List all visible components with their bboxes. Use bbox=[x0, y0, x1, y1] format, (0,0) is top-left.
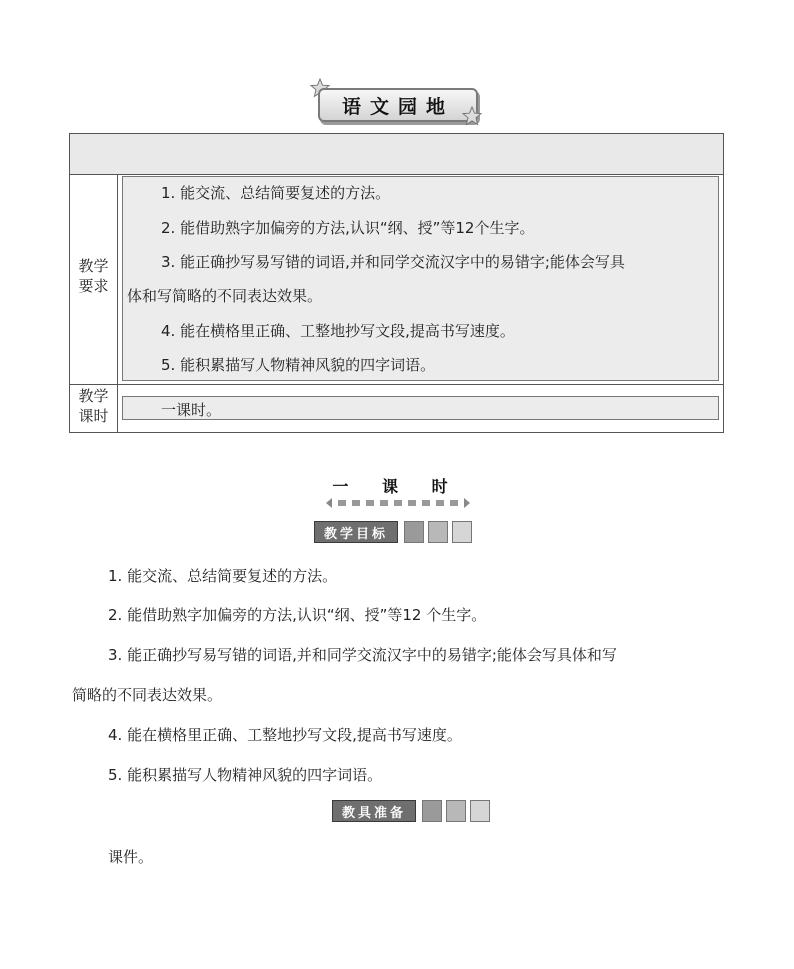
goal-item: 5. 能积累描写人物精神风貌的四字词语。 bbox=[108, 766, 383, 784]
lesson-title: 一 课 时 bbox=[332, 477, 462, 496]
page-title-badge bbox=[312, 84, 478, 122]
goal-item: 3. 能正确抄写易写错的词语,并和同学交流汉字中的易错字;能体会写具体和写 bbox=[108, 646, 617, 664]
decor-square bbox=[452, 521, 472, 543]
table-header-row bbox=[70, 134, 723, 175]
prep-badge-label: 教具准备 bbox=[332, 800, 416, 822]
goals-badge-label: 教学目标 bbox=[314, 521, 398, 543]
decor-square bbox=[404, 521, 424, 543]
lesson-heading bbox=[320, 474, 474, 514]
requirements-label-line: 教学 bbox=[78, 257, 109, 275]
requirement-item: 4. 能在横格里正确、工整地抄写文段,提高书写速度。 bbox=[161, 322, 515, 340]
star-icon bbox=[462, 106, 482, 126]
prep-content: 课件。 bbox=[108, 848, 154, 866]
requirement-item: 5. 能积累描写人物精神风貌的四字词语。 bbox=[161, 356, 436, 374]
decor-square bbox=[470, 800, 490, 822]
row-divider bbox=[70, 384, 723, 385]
goal-item: 1. 能交流、总结简要复述的方法。 bbox=[108, 567, 338, 585]
decor-square bbox=[422, 800, 442, 822]
decor-square bbox=[428, 521, 448, 543]
decor-square bbox=[446, 800, 466, 822]
requirement-item: 1. 能交流、总结简要复述的方法。 bbox=[161, 184, 391, 202]
goal-item: 简略的不同表达效果。 bbox=[72, 686, 223, 704]
requirements-label bbox=[70, 256, 117, 296]
hours-cell bbox=[122, 396, 719, 420]
page-title: 语文园地 bbox=[318, 88, 478, 122]
column-divider bbox=[117, 174, 118, 432]
hours-value: 一课时。 bbox=[161, 401, 222, 419]
hours-label bbox=[70, 386, 117, 426]
goal-item: 2. 能借助熟字加偏旁的方法,认识“纲、授”等12 个生字。 bbox=[108, 606, 487, 624]
summary-table bbox=[69, 133, 724, 433]
requirements-label-line: 要求 bbox=[78, 277, 109, 295]
requirement-item: 2. 能借助熟字加偏旁的方法,认识“纲、授”等12个生字。 bbox=[161, 219, 535, 237]
hours-label-line: 教学 bbox=[78, 387, 109, 405]
hours-label-line: 课时 bbox=[78, 407, 109, 425]
requirement-item: 体和写简略的不同表达效果。 bbox=[127, 287, 323, 305]
goal-item: 4. 能在横格里正确、工整地抄写文段,提高书写速度。 bbox=[108, 726, 462, 744]
requirement-item: 3. 能正确抄写易写错的词语,并和同学交流汉字中的易错字;能体会写具 bbox=[161, 253, 625, 271]
requirements-cell bbox=[122, 176, 719, 381]
dotted-divider-icon bbox=[326, 498, 470, 508]
